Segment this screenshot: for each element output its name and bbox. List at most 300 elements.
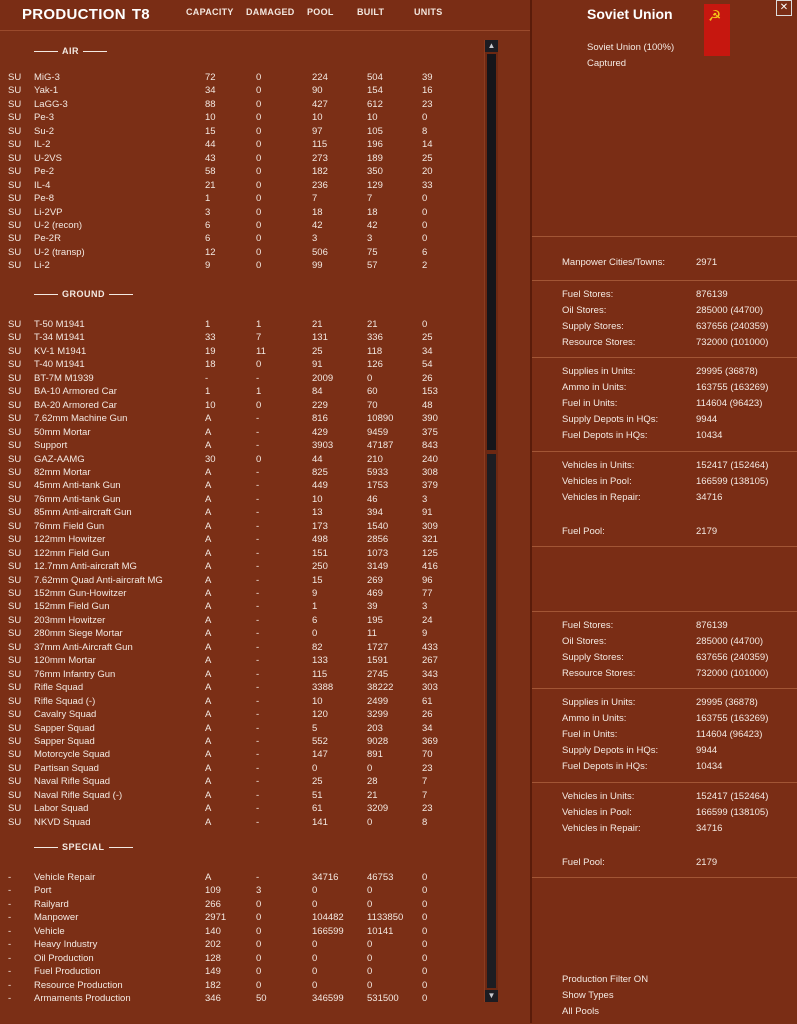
cell-built: 891: [367, 749, 383, 761]
table-row[interactable]: [0, 259, 484, 272]
cell-nation: -: [8, 966, 12, 978]
table-row[interactable]: [0, 735, 484, 748]
cell-type: Su-2: [34, 125, 55, 137]
cell-units: 0: [422, 993, 428, 1005]
cell-type: 7.62mm Machine Gun: [34, 413, 128, 425]
cell-damaged: -: [256, 722, 260, 734]
table-row[interactable]: [0, 979, 484, 992]
stat-label: Fuel Depots in HQs:: [562, 430, 648, 441]
cell-capacity: A: [205, 816, 212, 828]
scroll-up-icon[interactable]: ▲: [485, 40, 498, 52]
col-capacity[interactable]: CAPACITY: [186, 7, 234, 17]
cell-capacity: 10: [205, 399, 216, 411]
cell-pool: 104482: [312, 912, 344, 924]
table-row[interactable]: [0, 722, 484, 735]
cell-type: T-50 M1941: [34, 319, 85, 330]
cell-capacity: A: [205, 722, 212, 734]
table-row[interactable]: [0, 911, 484, 924]
cell-nation: SU: [8, 789, 22, 801]
table-row[interactable]: [0, 965, 484, 978]
cell-nation: SU: [8, 399, 22, 411]
cell-pool: 0: [312, 628, 318, 640]
cell-built: 10890: [367, 413, 394, 425]
cell-nation: SU: [8, 507, 22, 519]
cell-capacity: A: [205, 803, 212, 815]
section-header-air: AIR: [30, 46, 111, 56]
table-row[interactable]: [0, 871, 484, 884]
table-row[interactable]: [0, 775, 484, 788]
cell-units: 6: [422, 246, 428, 258]
show-types-toggle[interactable]: Show Types: [562, 990, 614, 1001]
cell-pool: 131: [312, 332, 328, 344]
table-row[interactable]: [0, 372, 484, 385]
cell-pool: 0: [312, 979, 318, 991]
table-row[interactable]: [0, 992, 484, 1005]
stores-pane: [532, 451, 797, 503]
table-row[interactable]: [0, 111, 484, 124]
stores-pane: [532, 357, 797, 441]
cell-capacity: 21: [205, 179, 216, 191]
table-row[interactable]: [0, 952, 484, 965]
col-units[interactable]: UNITS: [414, 7, 443, 17]
stores-pane: [532, 280, 797, 348]
cell-built: 70: [367, 399, 378, 411]
cell-built: 0: [367, 898, 373, 910]
stat-value: 876139: [696, 289, 728, 300]
table-row[interactable]: [0, 479, 484, 492]
table-row[interactable]: [0, 385, 484, 398]
table-row[interactable]: [0, 614, 484, 627]
cell-damaged: -: [256, 547, 260, 559]
cell-pool: 42: [312, 219, 323, 231]
cell-pool: 9: [312, 588, 318, 599]
cell-units: 39: [422, 72, 433, 83]
cell-units: 7: [422, 789, 428, 801]
cell-nation: SU: [8, 547, 22, 559]
cell-pool: 224: [312, 72, 328, 83]
cell-units: 0: [422, 219, 428, 231]
table-row[interactable]: [0, 802, 484, 815]
table-row[interactable]: [0, 681, 484, 694]
table-row[interactable]: [0, 654, 484, 667]
stat-label: Ammo in Units:: [562, 382, 627, 393]
cell-damaged: 1: [256, 319, 262, 330]
cell-units: 91: [422, 507, 433, 519]
table-row[interactable]: [0, 493, 484, 506]
turn-label: T8: [131, 6, 150, 23]
table-row[interactable]: [0, 695, 484, 708]
cell-nation: SU: [8, 588, 22, 599]
cell-damaged: -: [256, 466, 260, 478]
table-row[interactable]: [0, 71, 484, 84]
cell-type: Armaments Production: [34, 993, 131, 1005]
footer-pane: [532, 877, 797, 1024]
cell-type: 12.7mm Anti-aircraft MG: [34, 561, 137, 573]
cell-units: 0: [422, 872, 428, 883]
cell-units: 33: [422, 179, 433, 191]
cell-damaged: 0: [256, 85, 262, 97]
stat-label: Ammo in Units:: [562, 713, 627, 724]
table-row[interactable]: [0, 345, 484, 358]
scrollbar-thumb-lower[interactable]: [487, 454, 496, 988]
cell-pool: 0: [312, 952, 318, 964]
table-row[interactable]: [0, 246, 484, 259]
production-filter-toggle[interactable]: Production Filter ON: [562, 974, 649, 985]
table-row[interactable]: [0, 358, 484, 371]
stat-label: Fuel Depots in HQs:: [562, 761, 648, 772]
table-row[interactable]: [0, 399, 484, 412]
cell-damaged: 0: [256, 98, 262, 110]
table-row[interactable]: [0, 600, 484, 613]
cell-built: 0: [367, 372, 373, 384]
cell-units: 8: [422, 816, 428, 828]
cell-pool: 506: [312, 246, 328, 258]
manpower-pane: [532, 236, 797, 281]
close-icon[interactable]: ✕: [776, 0, 792, 16]
cell-units: 303: [422, 682, 438, 694]
cell-nation: SU: [8, 72, 22, 83]
stat-value: 876139: [696, 620, 728, 631]
cell-damaged: -: [256, 628, 260, 640]
stat-value: 114604 (96423): [696, 398, 763, 409]
cell-capacity: 19: [205, 345, 216, 357]
cell-built: 2499: [367, 695, 389, 707]
table-row[interactable]: [0, 627, 484, 640]
cell-units: 343: [422, 668, 438, 680]
cell-built: 336: [367, 332, 383, 344]
table-row[interactable]: [0, 884, 484, 897]
cell-pool: 133: [312, 655, 328, 667]
table-row[interactable]: [0, 192, 484, 205]
cell-capacity: A: [205, 682, 212, 694]
table-row[interactable]: [0, 232, 484, 245]
cell-nation: SU: [8, 233, 22, 245]
cell-nation: SU: [8, 574, 22, 586]
table-row[interactable]: [0, 938, 484, 951]
manpower-label: Manpower Cities/Towns:: [562, 257, 665, 268]
table-row[interactable]: [0, 98, 484, 111]
cell-nation: SU: [8, 466, 22, 478]
cell-units: 0: [422, 206, 428, 218]
cell-nation: -: [8, 925, 12, 937]
cell-capacity: 202: [205, 939, 221, 951]
cell-pool: 0: [312, 898, 318, 910]
cell-damaged: 7: [256, 332, 262, 344]
cell-damaged: -: [256, 668, 260, 680]
cell-built: 21: [367, 789, 378, 801]
cell-capacity: 34: [205, 85, 216, 97]
cell-pool: 18: [312, 206, 323, 218]
divider: [532, 546, 797, 547]
scrollbar-thumb[interactable]: [487, 54, 496, 450]
cell-pool: 0: [312, 966, 318, 978]
cell-damaged: -: [256, 372, 260, 384]
table-row[interactable]: [0, 165, 484, 178]
cell-damaged: 0: [256, 898, 262, 910]
stat-value: 29995 (36878): [696, 697, 758, 708]
table-row[interactable]: [0, 641, 484, 654]
cell-damaged: 0: [256, 939, 262, 951]
cell-capacity: A: [205, 749, 212, 761]
cell-built: 21: [367, 319, 378, 330]
cell-type: 76mm Anti-tank Gun: [34, 493, 121, 505]
cell-units: 61: [422, 695, 433, 707]
table-row[interactable]: [0, 426, 484, 439]
cell-pool: 429: [312, 426, 328, 438]
cell-nation: SU: [8, 440, 22, 452]
table-row[interactable]: [0, 520, 484, 533]
table-row[interactable]: [0, 125, 484, 138]
cell-type: Rifle Squad (-): [34, 695, 96, 707]
cell-damaged: -: [256, 776, 260, 788]
cell-capacity: A: [205, 695, 212, 707]
cell-pool: 141: [312, 816, 328, 828]
scroll-down-icon[interactable]: ▼: [485, 990, 498, 1002]
table-row[interactable]: [0, 206, 484, 219]
cell-nation: SU: [8, 709, 22, 721]
cell-units: 309: [422, 520, 438, 532]
cell-units: 2: [422, 260, 428, 272]
cell-units: 25: [422, 152, 433, 164]
cell-built: 203: [367, 722, 383, 734]
cell-damaged: 0: [256, 125, 262, 137]
table-row[interactable]: [0, 898, 484, 911]
cell-capacity: 15: [205, 125, 216, 137]
cell-nation: SU: [8, 359, 22, 371]
cell-capacity: A: [205, 614, 212, 626]
cell-built: 10141: [367, 925, 394, 937]
cell-damaged: 11: [256, 345, 266, 357]
cell-pool: 6: [312, 614, 318, 626]
cell-pool: 51: [312, 789, 323, 801]
stat-label: Fuel in Units:: [562, 729, 618, 740]
nation-name: Soviet Union: [587, 6, 673, 22]
stat-value: 732000 (101000): [696, 337, 769, 348]
cell-pool: 99: [312, 260, 323, 272]
stat-value: 34716: [696, 823, 723, 834]
cell-units: 0: [422, 952, 428, 964]
section-header-special: SPECIAL: [30, 842, 137, 852]
cell-type: Li-2: [34, 260, 50, 272]
cell-nation: SU: [8, 112, 22, 124]
cell-built: 2745: [367, 668, 389, 680]
cell-pool: 498: [312, 534, 328, 546]
cell-capacity: A: [205, 735, 212, 747]
stat-label: Vehicles in Pool:: [562, 807, 632, 818]
cell-built: 531500: [367, 993, 399, 1005]
cell-built: 5933: [367, 466, 389, 478]
table-row[interactable]: [0, 466, 484, 479]
cell-type: T-40 M1941: [34, 359, 85, 371]
cell-units: 23: [422, 803, 433, 815]
scrollbar[interactable]: [484, 40, 498, 1002]
table-row[interactable]: [0, 439, 484, 452]
cell-built: 0: [367, 952, 373, 964]
cell-capacity: A: [205, 776, 212, 788]
cell-units: 3: [422, 601, 428, 613]
production-header: [0, 0, 530, 31]
table-row[interactable]: [0, 816, 484, 829]
cell-units: 0: [422, 925, 428, 937]
cell-units: 369: [422, 735, 438, 747]
cell-nation: SU: [8, 534, 22, 546]
table-row[interactable]: [0, 762, 484, 775]
cell-built: 28: [367, 776, 378, 788]
table-row[interactable]: [0, 179, 484, 192]
table-row[interactable]: [0, 708, 484, 721]
cell-built: 1591: [367, 655, 389, 667]
cell-units: 0: [422, 979, 428, 991]
col-built[interactable]: BUILT: [357, 7, 385, 17]
cell-type: 7.62mm Quad Anti-aircraft MG: [34, 574, 163, 586]
table-row[interactable]: [0, 412, 484, 425]
cell-pool: 84: [312, 386, 323, 398]
cell-damaged: -: [256, 426, 260, 438]
cell-units: 379: [422, 480, 438, 492]
cell-pool: 25: [312, 345, 323, 357]
cell-pool: 250: [312, 561, 328, 573]
cell-built: 3149: [367, 561, 389, 573]
table-row[interactable]: [0, 453, 484, 466]
stat-value: 163755 (163269): [696, 713, 769, 724]
cell-pool: 61: [312, 803, 323, 815]
cell-capacity: 88: [205, 98, 216, 110]
cell-type: IL-2: [34, 139, 51, 151]
cell-built: 0: [367, 966, 373, 978]
stat-label: Resource Stores:: [562, 337, 636, 348]
cell-pool: 10: [312, 112, 323, 124]
cell-type: BA-10 Armored Car: [34, 386, 117, 398]
table-row[interactable]: [0, 533, 484, 546]
cell-built: 0: [367, 979, 373, 991]
stat-value: 637656 (240359): [696, 652, 769, 663]
cell-built: 3209: [367, 803, 389, 815]
cell-built: 2856: [367, 534, 389, 546]
cell-damaged: -: [256, 749, 260, 761]
table-row[interactable]: [0, 152, 484, 165]
cell-pool: 7: [312, 193, 318, 205]
cell-pool: 449: [312, 480, 328, 492]
table-row[interactable]: [0, 318, 484, 331]
cell-type: Motorcycle Squad: [34, 749, 111, 761]
cell-units: 308: [422, 466, 438, 478]
cell-units: 0: [422, 319, 428, 330]
cell-built: 350: [367, 166, 383, 178]
stat-value: 152417 (152464): [696, 460, 769, 471]
cell-damaged: -: [256, 655, 260, 667]
cell-built: 0: [367, 816, 373, 828]
fuel-pool-value: 2179: [696, 857, 718, 868]
cell-damaged: -: [256, 507, 260, 519]
table-row[interactable]: [0, 925, 484, 938]
cell-type: Vehicle Repair: [34, 872, 96, 883]
table-row[interactable]: [0, 668, 484, 681]
cell-type: Pe-3: [34, 112, 55, 124]
cell-damaged: 0: [256, 219, 262, 231]
cell-nation: SU: [8, 641, 22, 653]
cell-nation: SU: [8, 682, 22, 694]
cell-units: 16: [422, 85, 433, 97]
col-pool[interactable]: POOL: [307, 7, 334, 17]
cell-type: Naval Rifle Squad: [34, 776, 111, 788]
table-row[interactable]: [0, 138, 484, 151]
table-row[interactable]: [0, 84, 484, 97]
cell-capacity: 149: [205, 966, 221, 978]
cell-damaged: 3: [256, 885, 262, 897]
cell-nation: SU: [8, 493, 22, 505]
cell-built: 46753: [367, 872, 394, 883]
table-row[interactable]: [0, 748, 484, 761]
nation-percent: Soviet Union (100%): [587, 42, 675, 53]
cell-damaged: -: [256, 493, 260, 505]
cell-type: Naval Rifle Squad (-): [34, 789, 123, 801]
cell-capacity: A: [205, 413, 212, 425]
table-row[interactable]: [0, 574, 484, 587]
cell-units: 321: [422, 534, 438, 546]
cell-capacity: A: [205, 534, 212, 546]
cell-units: 153: [422, 386, 438, 398]
stores-pane: [532, 611, 797, 679]
cell-type: Sapper Squad: [34, 722, 95, 734]
cell-pool: 816: [312, 413, 328, 425]
fuel-pool-label: Fuel Pool:: [562, 526, 605, 537]
cell-type: GAZ-AAMG: [34, 453, 85, 465]
cell-type: Vehicle: [34, 925, 65, 937]
table-row[interactable]: [0, 219, 484, 232]
table-row[interactable]: [0, 587, 484, 600]
cell-capacity: 72: [205, 72, 216, 83]
table-row[interactable]: [0, 331, 484, 344]
stat-label: Fuel in Units:: [562, 398, 618, 409]
cell-units: 14: [422, 139, 433, 151]
table-row[interactable]: [0, 547, 484, 560]
cell-capacity: 140: [205, 925, 221, 937]
cell-units: 240: [422, 453, 438, 465]
cell-units: 375: [422, 426, 438, 438]
cell-nation: SU: [8, 125, 22, 137]
cell-units: 0: [422, 233, 428, 245]
cell-pool: 147: [312, 749, 328, 761]
col-damaged[interactable]: DAMAGED: [246, 7, 295, 17]
cell-nation: SU: [8, 193, 22, 205]
cell-capacity: 109: [205, 885, 221, 897]
cell-pool: 34716: [312, 872, 339, 883]
table-row[interactable]: [0, 789, 484, 802]
cell-type: Fuel Production: [34, 966, 101, 978]
cell-nation: -: [8, 952, 12, 964]
cell-damaged: 0: [256, 179, 262, 191]
cell-units: 390: [422, 413, 438, 425]
cell-nation: SU: [8, 206, 22, 218]
cell-units: 416: [422, 561, 438, 573]
cell-pool: 25: [312, 776, 323, 788]
cell-nation: SU: [8, 85, 22, 97]
table-row[interactable]: [0, 560, 484, 573]
cell-damaged: 0: [256, 72, 262, 83]
table-row[interactable]: [0, 506, 484, 519]
all-pools-toggle[interactable]: All Pools: [562, 1006, 599, 1017]
cell-type: U-2 (transp): [34, 246, 85, 258]
cell-damaged: 0: [256, 260, 262, 272]
cell-type: 76mm Infantry Gun: [34, 668, 116, 680]
cell-nation: SU: [8, 260, 22, 272]
cell-type: Manpower: [34, 912, 79, 924]
cell-type: U-2VS: [34, 152, 62, 164]
cell-built: 394: [367, 507, 383, 519]
cell-type: Partisan Squad: [34, 762, 99, 774]
cell-capacity: A: [205, 588, 212, 599]
cell-nation: -: [8, 979, 12, 991]
